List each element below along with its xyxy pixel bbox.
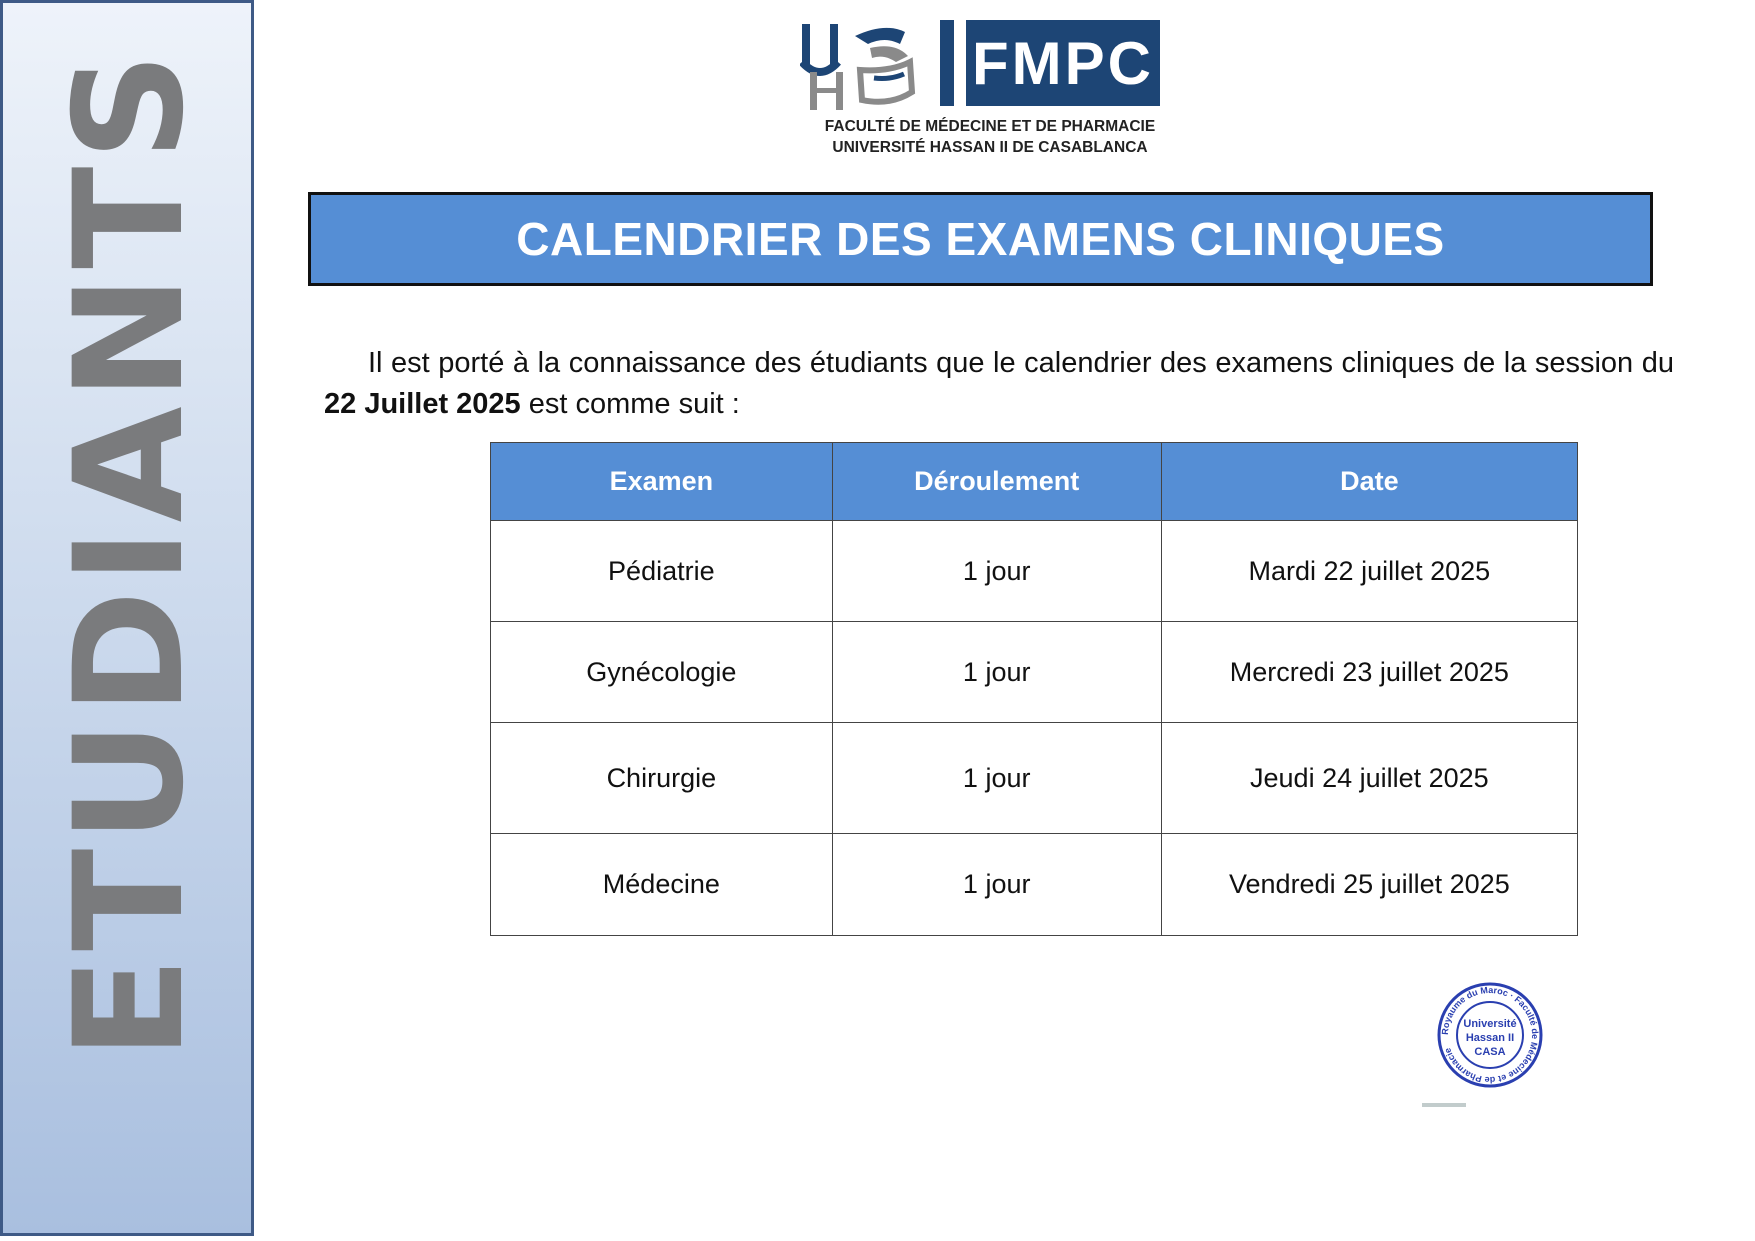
intro-paragraph: [324, 343, 1674, 425]
table-row: [491, 521, 1578, 622]
cell-date: Vendredi 25 juillet 2025: [1161, 834, 1577, 936]
table-row: [491, 622, 1578, 723]
cell-date: Mercredi 23 juillet 2025: [1161, 622, 1577, 723]
table-header-row: [491, 443, 1578, 521]
cell-duration: 1 jour: [832, 622, 1161, 723]
svg-text:Université: Université: [1463, 1018, 1517, 1030]
sidebar-banner: [0, 0, 254, 1236]
cell-date: Jeudi 24 juillet 2025: [1161, 723, 1577, 834]
faculty-name: FACULTÉ DE MÉDECINE ET DE PHARMACIE: [824, 118, 1156, 135]
svg-text:CASA: CASA: [1474, 1046, 1506, 1058]
cell-exam: Pédiatrie: [491, 521, 833, 622]
header-examen: Examen: [491, 443, 833, 521]
intro-text-start: Il est porté à la connaissance des étudiants que le calendrier des examens cliniques de la session du: [368, 347, 1674, 379]
header-deroulement: Déroulement: [832, 443, 1161, 521]
cell-duration: 1 jour: [832, 723, 1161, 834]
signature-mark: [1422, 1103, 1466, 1107]
title-banner: [308, 192, 1653, 286]
cell-exam: Chirurgie: [491, 723, 833, 834]
logo-divider: [940, 20, 954, 106]
faculty-logo: [800, 18, 1180, 163]
svg-text:Hassan II: Hassan II: [1465, 1032, 1515, 1044]
cell-duration: 1 jour: [832, 834, 1161, 936]
sidebar-label: ETUDIANTS: [43, 46, 217, 1060]
svg-text:Royaume du Maroc · Faculté de: Royaume du Maroc · Faculté de Médecine et de Pharmacie: [1439, 984, 1541, 1086]
official-stamp-icon: [1435, 980, 1545, 1090]
table-row: [491, 834, 1578, 936]
exam-schedule-table: [490, 442, 1578, 936]
cell-exam: Gynécologie: [491, 622, 833, 723]
cell-exam: Médecine: [491, 834, 833, 936]
page-title: CALENDRIER DES EXAMENS CLINIQUES: [516, 213, 1445, 265]
cell-date: Mardi 22 juillet 2025: [1161, 521, 1577, 622]
intro-text-end: est comme suit :: [520, 388, 740, 420]
table-row: [491, 723, 1578, 834]
session-date: 22 Juillet 2025: [324, 388, 521, 420]
uh2c-logo-icon: [800, 22, 920, 112]
university-name: UNIVERSITÉ HASSAN II DE CASABLANCA: [832, 139, 1148, 156]
cell-duration: 1 jour: [832, 521, 1161, 622]
fmpc-wordmark: FMPC: [966, 20, 1160, 106]
header-date: Date: [1161, 443, 1577, 521]
